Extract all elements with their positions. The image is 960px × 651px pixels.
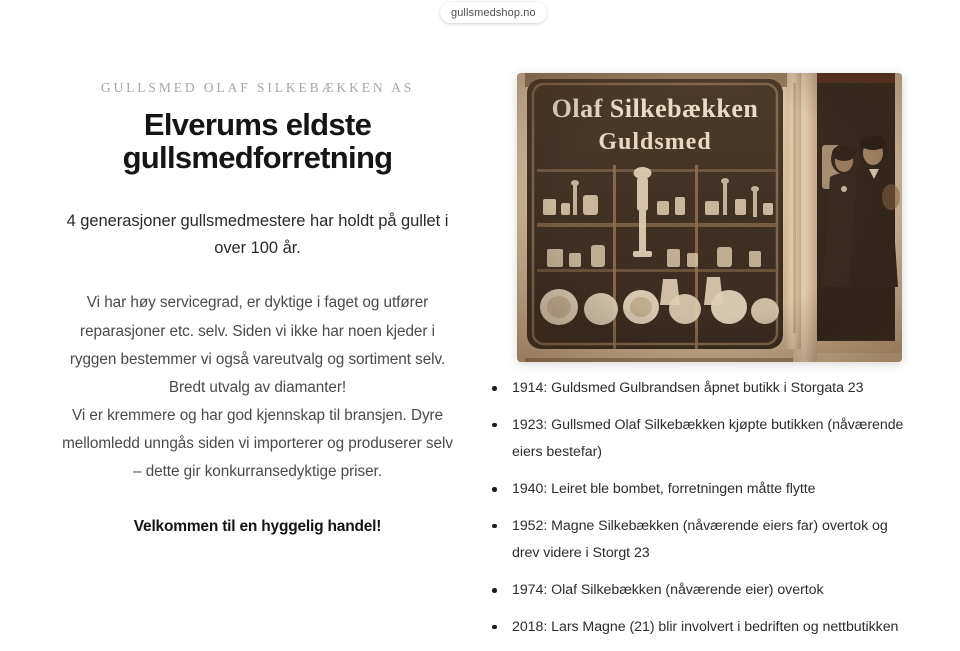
browser-url-bar bbox=[0, 0, 960, 30]
bullet-icon bbox=[492, 588, 497, 593]
intro-column bbox=[60, 30, 455, 536]
lead-paragraph: 4 generasjoner gullsmedmestere har holdt på gullet i over 100 år. bbox=[66, 211, 449, 257]
bullet-icon bbox=[492, 625, 497, 630]
list-item bbox=[490, 476, 910, 504]
page-content bbox=[0, 30, 960, 644]
bullet-icon bbox=[492, 423, 497, 428]
body-paragraph-2: Vi er kremmere og har god kjennskap til bransjen. Dyre mellomledd unngås siden vi importerer og produserer selv – dette gir konkurransedyktige priser. bbox=[62, 406, 453, 481]
url-chip[interactable]: gullsmedshop.no bbox=[440, 2, 547, 23]
list-item-label: 1923: Gullsmed Olaf Silkebækken kjøpte butikken (nåværende eiers bestefar) bbox=[512, 416, 904, 461]
list-item-label: 1914: Guldsmed Gulbrandsen åpnet butikk i Storgata 23 bbox=[512, 380, 864, 396]
body-paragraph-1: Vi har høy servicegrad, er dyktige i faget og utfører reparasjoner etc. selv. Siden vi ikke har noen kjeder i ryggen bestemmer vi også vareutvalg og sortiment selv. Bredt utvalg av diamanter! bbox=[69, 294, 446, 396]
page-title: Elverums eldste gullsmedforretning bbox=[122, 107, 393, 176]
list-item-label: 2018: Lars Magne (21) blir involvert i bedriften og nettbutikken bbox=[512, 618, 899, 635]
bullet-icon bbox=[492, 524, 497, 529]
bullet-icon bbox=[492, 386, 497, 391]
company-eyebrow: GULLSMED OLAF SILKEBÆKKEN AS bbox=[100, 80, 415, 95]
storefront-photo-illustration bbox=[517, 73, 902, 362]
list-item-label: 1974: Olaf Silkebækken (nåværende eier) overtok bbox=[512, 582, 824, 599]
list-item bbox=[490, 375, 910, 403]
list-item bbox=[490, 513, 910, 568]
list-item bbox=[490, 412, 910, 467]
list-item-label: 1952: Magne Silkebækken (nåværende eiers far) overtok og drev videre i Storgt 23 bbox=[512, 517, 888, 562]
list-item-label: 1940: Leiret ble bombet, forretningen måtte flytte bbox=[512, 481, 816, 498]
list-item bbox=[490, 577, 910, 605]
list-item bbox=[490, 614, 910, 642]
bullet-icon bbox=[492, 487, 497, 492]
storefront-photo bbox=[517, 73, 902, 362]
closing-line: Velkommen til en hyggelig handel! bbox=[133, 518, 382, 536]
history-timeline-list bbox=[490, 375, 910, 651]
